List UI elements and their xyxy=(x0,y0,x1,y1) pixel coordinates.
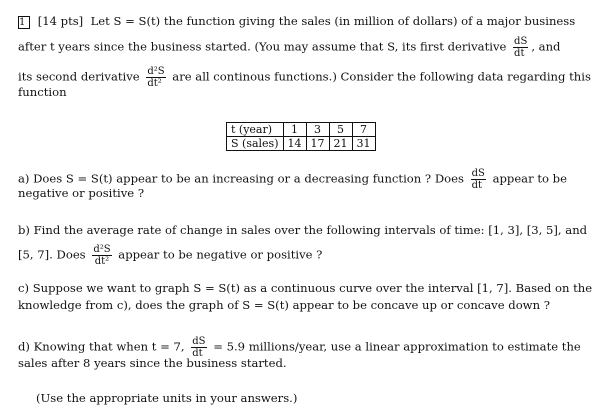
intro-text-2: after t years since the business started. (You may assume that S, its first derivative xyxy=(18,39,507,54)
part-a-line-1: a) Does S = S(t) appear to be an increasing or a decreasing function ? Does $\frac{dS}{dt}$ appear to be xyxy=(18,168,567,191)
table-row xyxy=(227,123,376,137)
part-d-line-2: sales after 8 years since the business started. xyxy=(18,356,287,370)
part-b-line-1: b) Find the average rate of change in sales over the following intervals of time: [1, 3], [3, 5], and xyxy=(18,223,588,237)
intro-line-3: its second derivative $\frac{\text{d²S}}{\text{dt²}}$ are all continous functions.) Consider the following data regarding this xyxy=(18,66,591,89)
part-d-derivative-fraction: $\frac{dS}{dt}$ xyxy=(192,336,206,359)
table-cell: 3 xyxy=(306,123,329,137)
units-note: (Use the appropriate units in your answers.) xyxy=(36,391,298,405)
table-row-label: t (year) xyxy=(227,123,284,137)
first-derivative-fraction: $\frac{dS}{dt}$ xyxy=(514,36,528,59)
table-cell: 21 xyxy=(329,137,352,151)
second-derivative-fraction: $\frac{\text{d²S}}{\text{dt²}}$ xyxy=(147,66,165,89)
table-row-label: S (sales) xyxy=(227,137,284,151)
part-b-line-2: [5, 7]. Does $\frac{\text{d²S}}{\text{dt²}}$ appear to be negative or positive ? xyxy=(18,244,323,267)
data-table xyxy=(226,122,376,151)
intro-line-1 xyxy=(18,14,576,29)
table-cell: 5 xyxy=(329,123,352,137)
table-cell: 1 xyxy=(283,123,306,137)
table-cell: 31 xyxy=(352,137,375,151)
table-cell: 14 xyxy=(283,137,306,151)
intro-line-2: after t years since the business started. (You may assume that S, its first derivative $\frac{dS}{dt}$ , and xyxy=(18,36,561,59)
part-a-derivative-fraction: $\frac{dS}{dt}$ xyxy=(471,168,485,191)
points-label: [14 pts] xyxy=(37,14,84,28)
part-a-line-2: negative or positive ? xyxy=(18,186,145,200)
table-row xyxy=(227,137,376,151)
part-b-second-derivative-fraction: $\frac{\text{d²S}}{\text{dt²}}$ xyxy=(93,244,111,267)
table-cell: 7 xyxy=(352,123,375,137)
problem-number-box: 1 xyxy=(18,16,30,29)
intro-line-4: function xyxy=(18,85,67,99)
table-cell: 17 xyxy=(306,137,329,151)
part-c-line-2: knowledge from c), does the graph of S = S(t) appear to be concave up or concave down ? xyxy=(18,298,550,312)
part-c-line-1: c) Suppose we want to graph S = S(t) as a continuous curve over the interval [1, 7]. Based on the xyxy=(18,281,593,295)
part-d-line-1: d) Knowing that when t = 7, $\frac{dS}{dt}$ = 5.9 millions/year, use a linear approximation to estimate the xyxy=(18,336,581,359)
intro-text-1: Let S = S(t) the function giving the sales (in million of dollars) of a major business xyxy=(90,14,576,28)
